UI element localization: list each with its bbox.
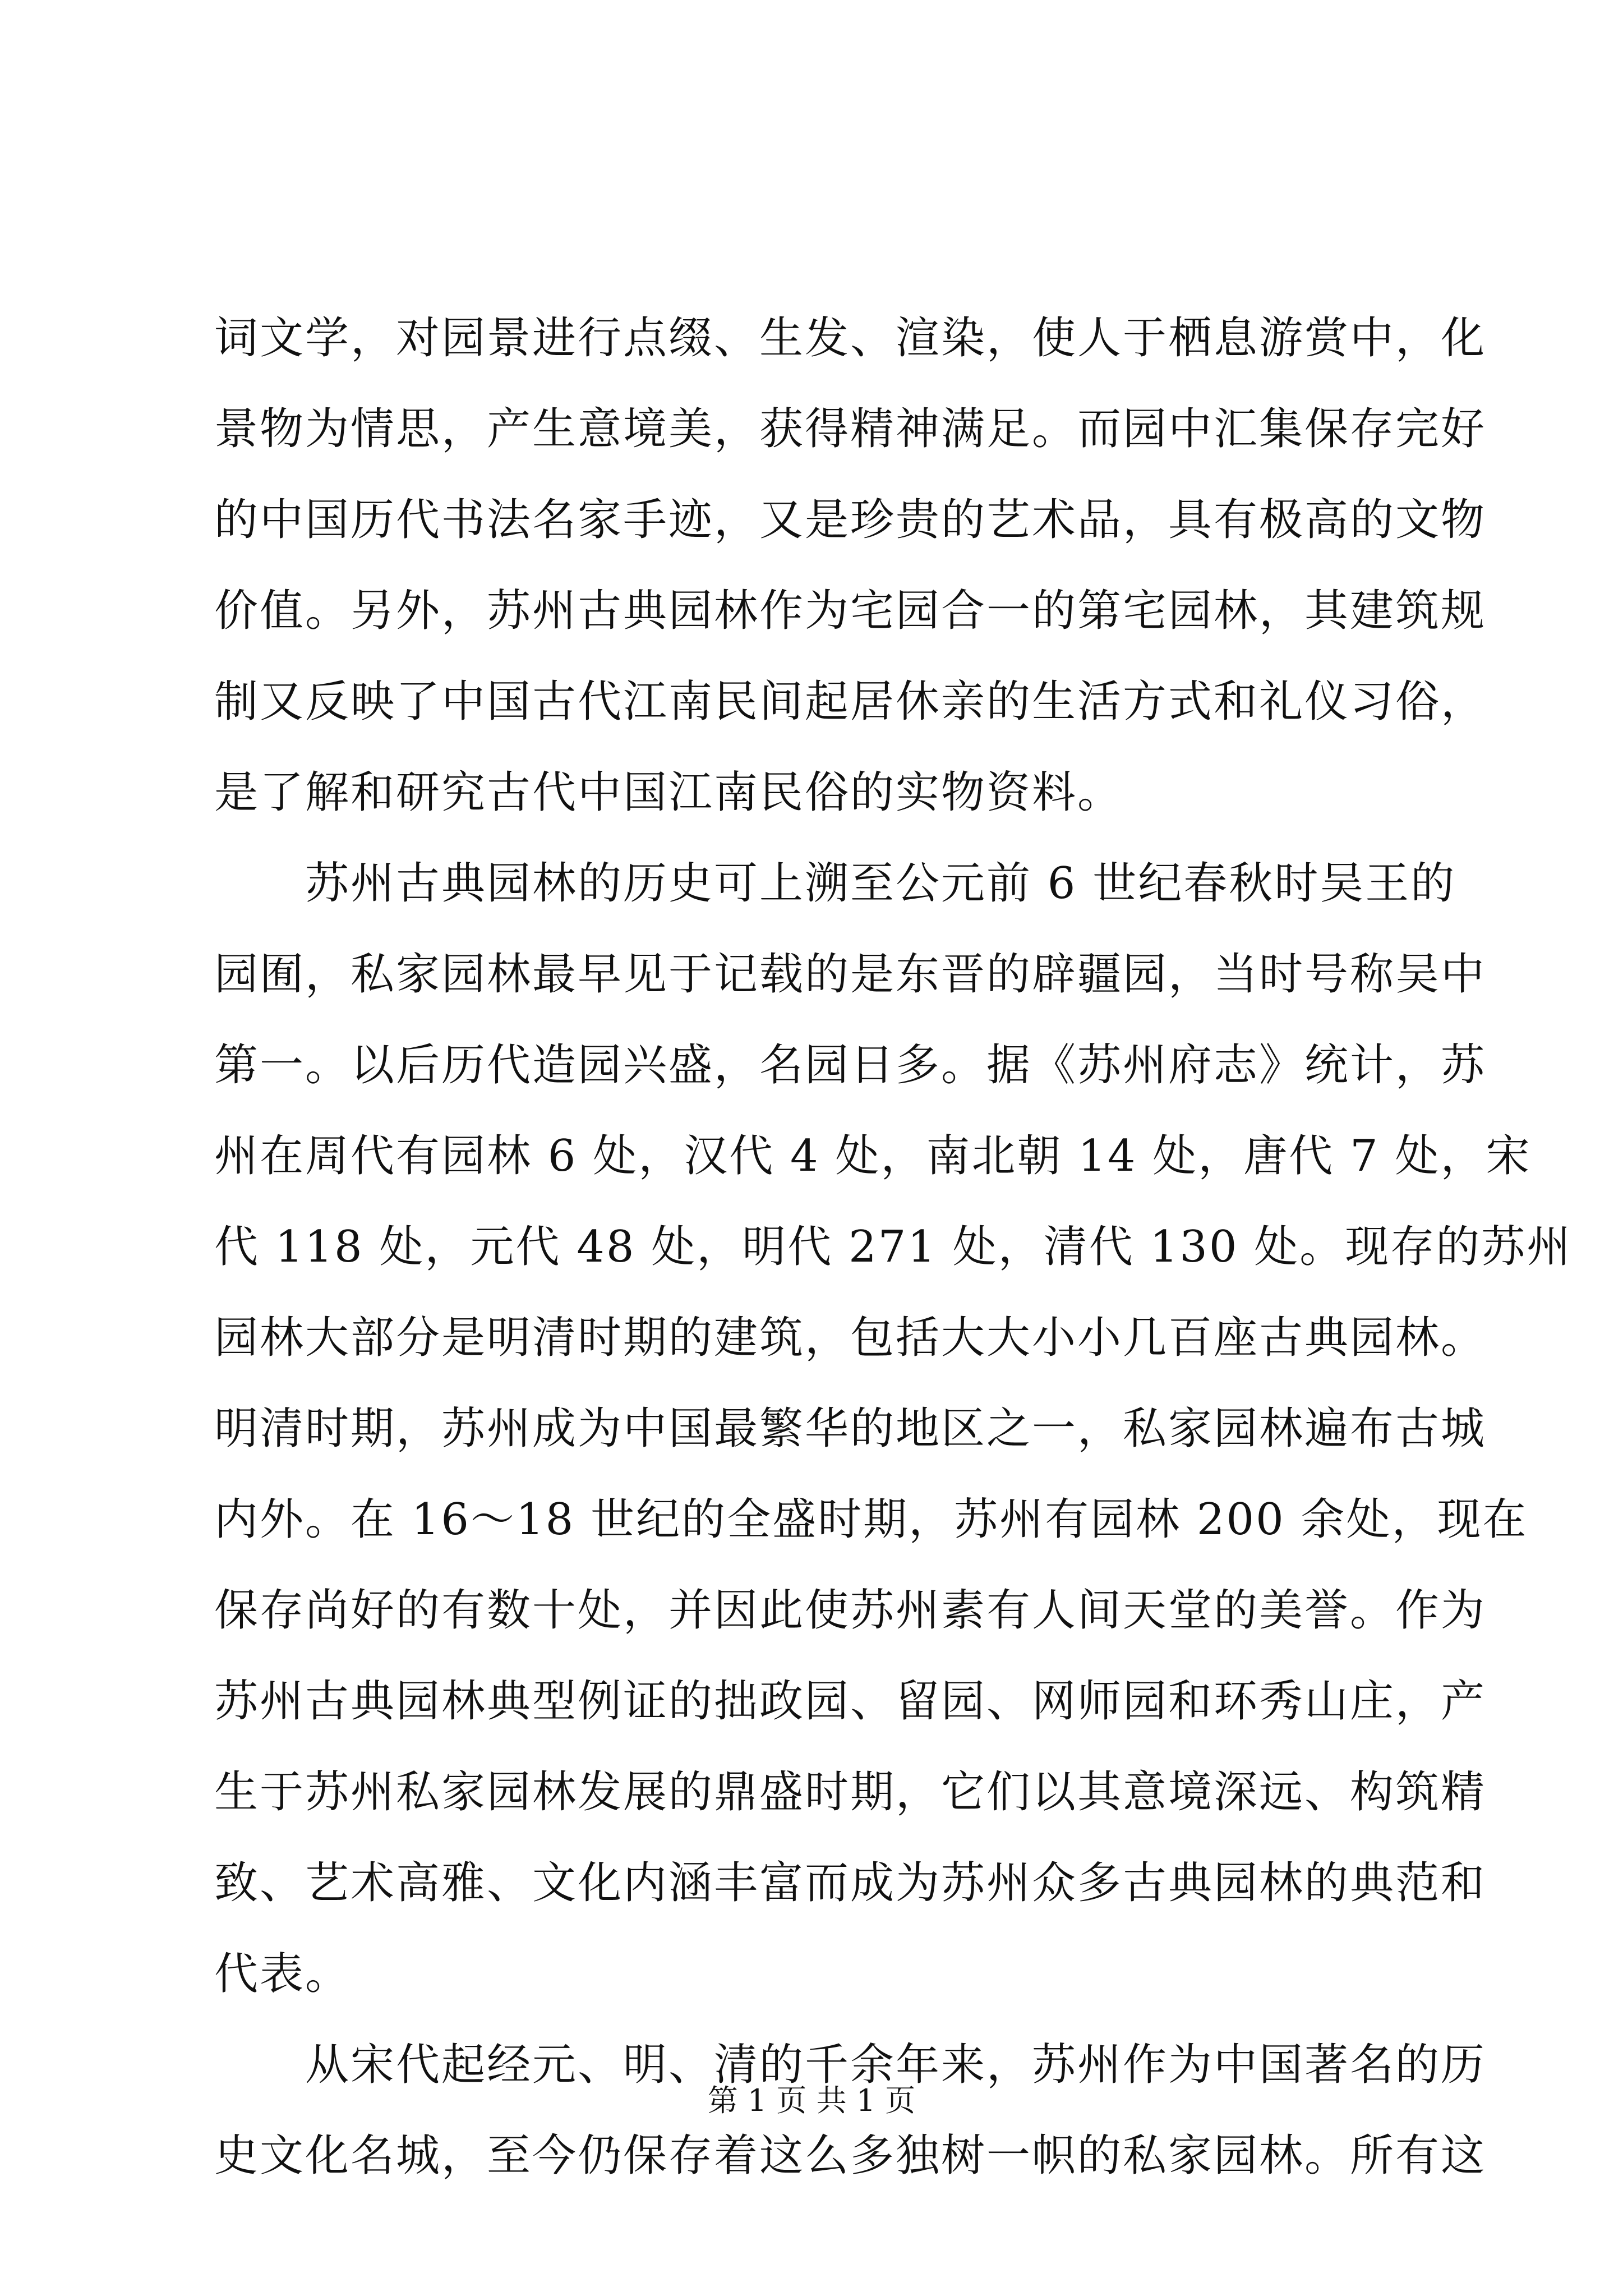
text-line: 的中国历代书法名家手迹，又是珍贵的艺术品，具有极高的文物 <box>214 495 1487 545</box>
text-line: 景物为情思，产生意境美，获得精神满足。而园中汇集保存完好 <box>214 404 1487 454</box>
page-footer: 第 1 页 共 1 页 <box>707 2083 916 2118</box>
text-line: 史文化名城，至今仍保存着这么多独树一帜的私家园林。所有这 <box>214 2131 1487 2181</box>
text-line: 生于苏州私家园林发展的鼎盛时期，它们以其意境深远、构筑精 <box>214 1767 1487 1818</box>
text-line: 园林大部分是明清时期的建筑，包括大大小小几百座古典园林。 <box>214 1313 1487 1363</box>
text-line: 词文学，对园景进行点缀、生发、渲染，使人于栖息游赏中，化 <box>214 313 1487 364</box>
text-line: 致、艺术高雅、文化内涵丰富而成为苏州众多古典园林的典范和 <box>214 1858 1487 1908</box>
text-line: 州在周代有园林 6 处，汉代 4 处，南北朝 14 处，唐代 7 处，宋 <box>214 1131 1532 1181</box>
text-line: 第一。以后历代造园兴盛，名园日多。据《苏州府志》统计，苏 <box>214 1040 1487 1091</box>
text-line: 苏州古典园林典型例证的拙政园、留园、网师园和环秀山庄，产 <box>214 1676 1487 1727</box>
paragraph-start-line: 从宋代起经元、明、清的千余年来，苏州作为中国著名的历 <box>305 2040 1487 2090</box>
paragraph-start-line: 苏州古典园林的历史可上溯至公元前 6 世纪春秋时吴王的 <box>305 858 1456 909</box>
text-line: 明清时期，苏州成为中国最繁华的地区之一，私家园林遍布古城 <box>214 1404 1487 1454</box>
text-line: 代表。 <box>214 1949 351 1999</box>
text-line: 是了解和研究古代中国江南民俗的实物资料。 <box>214 767 1123 818</box>
text-line: 价值。另外，苏州古典园林作为宅园合一的第宅园林，其建筑规 <box>214 586 1487 636</box>
text-line: 代 118 处，元代 48 处，明代 271 处，清代 130 处。现存的苏州 <box>214 1222 1573 1272</box>
text-line: 保存尚好的有数十处，并因此使苏州素有人间天堂的美誉。作为 <box>214 1585 1487 1636</box>
text-line: 园囿，私家园林最早见于记载的是东晋的辟疆园，当时号称吴中 <box>214 949 1487 1000</box>
body-text <box>214 293 1573 2201</box>
text-line: 制又反映了中国古代江南民间起居休亲的生活方式和礼仪习俗， <box>214 677 1487 727</box>
text-line: 内外。在 16～18 世纪的全盛时期，苏州有园林 200 余处，现在 <box>214 1494 1528 1545</box>
